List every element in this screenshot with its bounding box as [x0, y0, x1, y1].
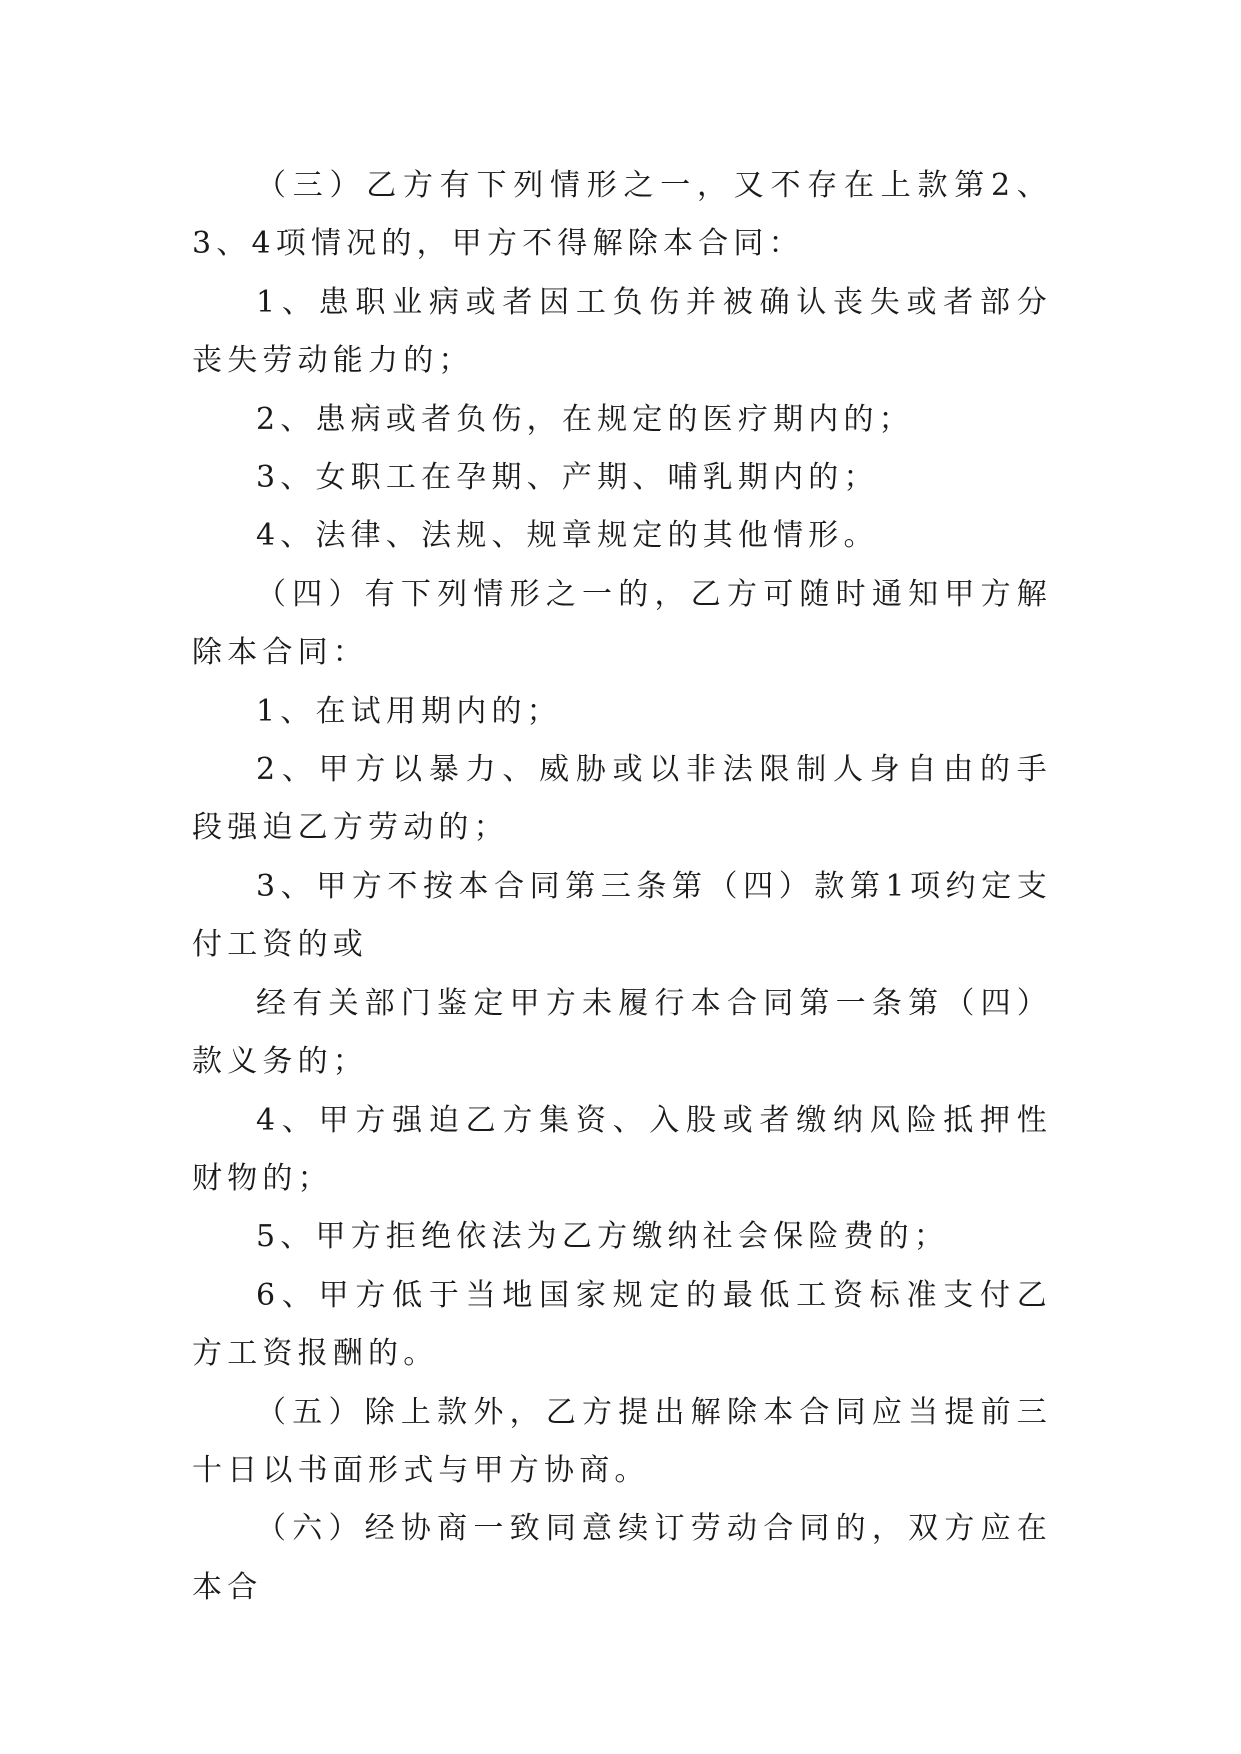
paragraph-item-3-continued: 经有关部门鉴定甲方未履行本合同第一条第（四）款义务的； [192, 985, 1052, 1080]
paragraph-clause-5: （五）除上款外，乙方提出解除本合同应当提前三十日以书面形式与甲方协商。 [192, 1394, 1052, 1488]
paragraph-item-3: 3、女职工在孕期、产期、哺乳期内的； [256, 460, 879, 496]
document-body [192, 157, 1052, 1617]
paragraph-clause-6: （六）经协商一致同意续订劳动合同的，双方应在本合 [192, 1511, 1052, 1605]
paragraph-item-2: 2、甲方以暴力、威胁或以非法限制人身自由的手段强迫乙方劳动的； [192, 752, 1052, 846]
paragraph-item-2: 2、患病或者负伤，在规定的医疗期内的； [256, 401, 914, 437]
paragraph-item-1: 1、在试用期内的； [256, 693, 562, 729]
paragraph-item-5: 5、甲方拒绝依法为乙方缴纳社会保险费的； [256, 1219, 950, 1255]
paragraph-item-4: 4、甲方强迫乙方集资、入股或者缴纳风险抵押性财物的； [192, 1102, 1052, 1196]
paragraph-clause-4: （四）有下列情形之一的，乙方可随时通知甲方解除本合同： [192, 576, 1052, 671]
paragraph-clause-3: （三）乙方有下列情形之一，又不存在上款第2、3、4项情况的，甲方不得解除本合同： [192, 168, 1052, 262]
paragraph-item-1: 1、患职业病或者因工负伤并被确认丧失或者部分丧失劳动能力的； [192, 284, 1052, 379]
paragraph-item-4: 4、法律、法规、规章规定的其他情形。 [256, 518, 879, 554]
paragraph-item-3: 3、甲方不按本合同第三条第（四）款第1项约定支付工资的或 [192, 868, 1052, 963]
paragraph-item-6: 6、甲方低于当地国家规定的最低工资标准支付乙方工资报酬的。 [192, 1277, 1052, 1372]
